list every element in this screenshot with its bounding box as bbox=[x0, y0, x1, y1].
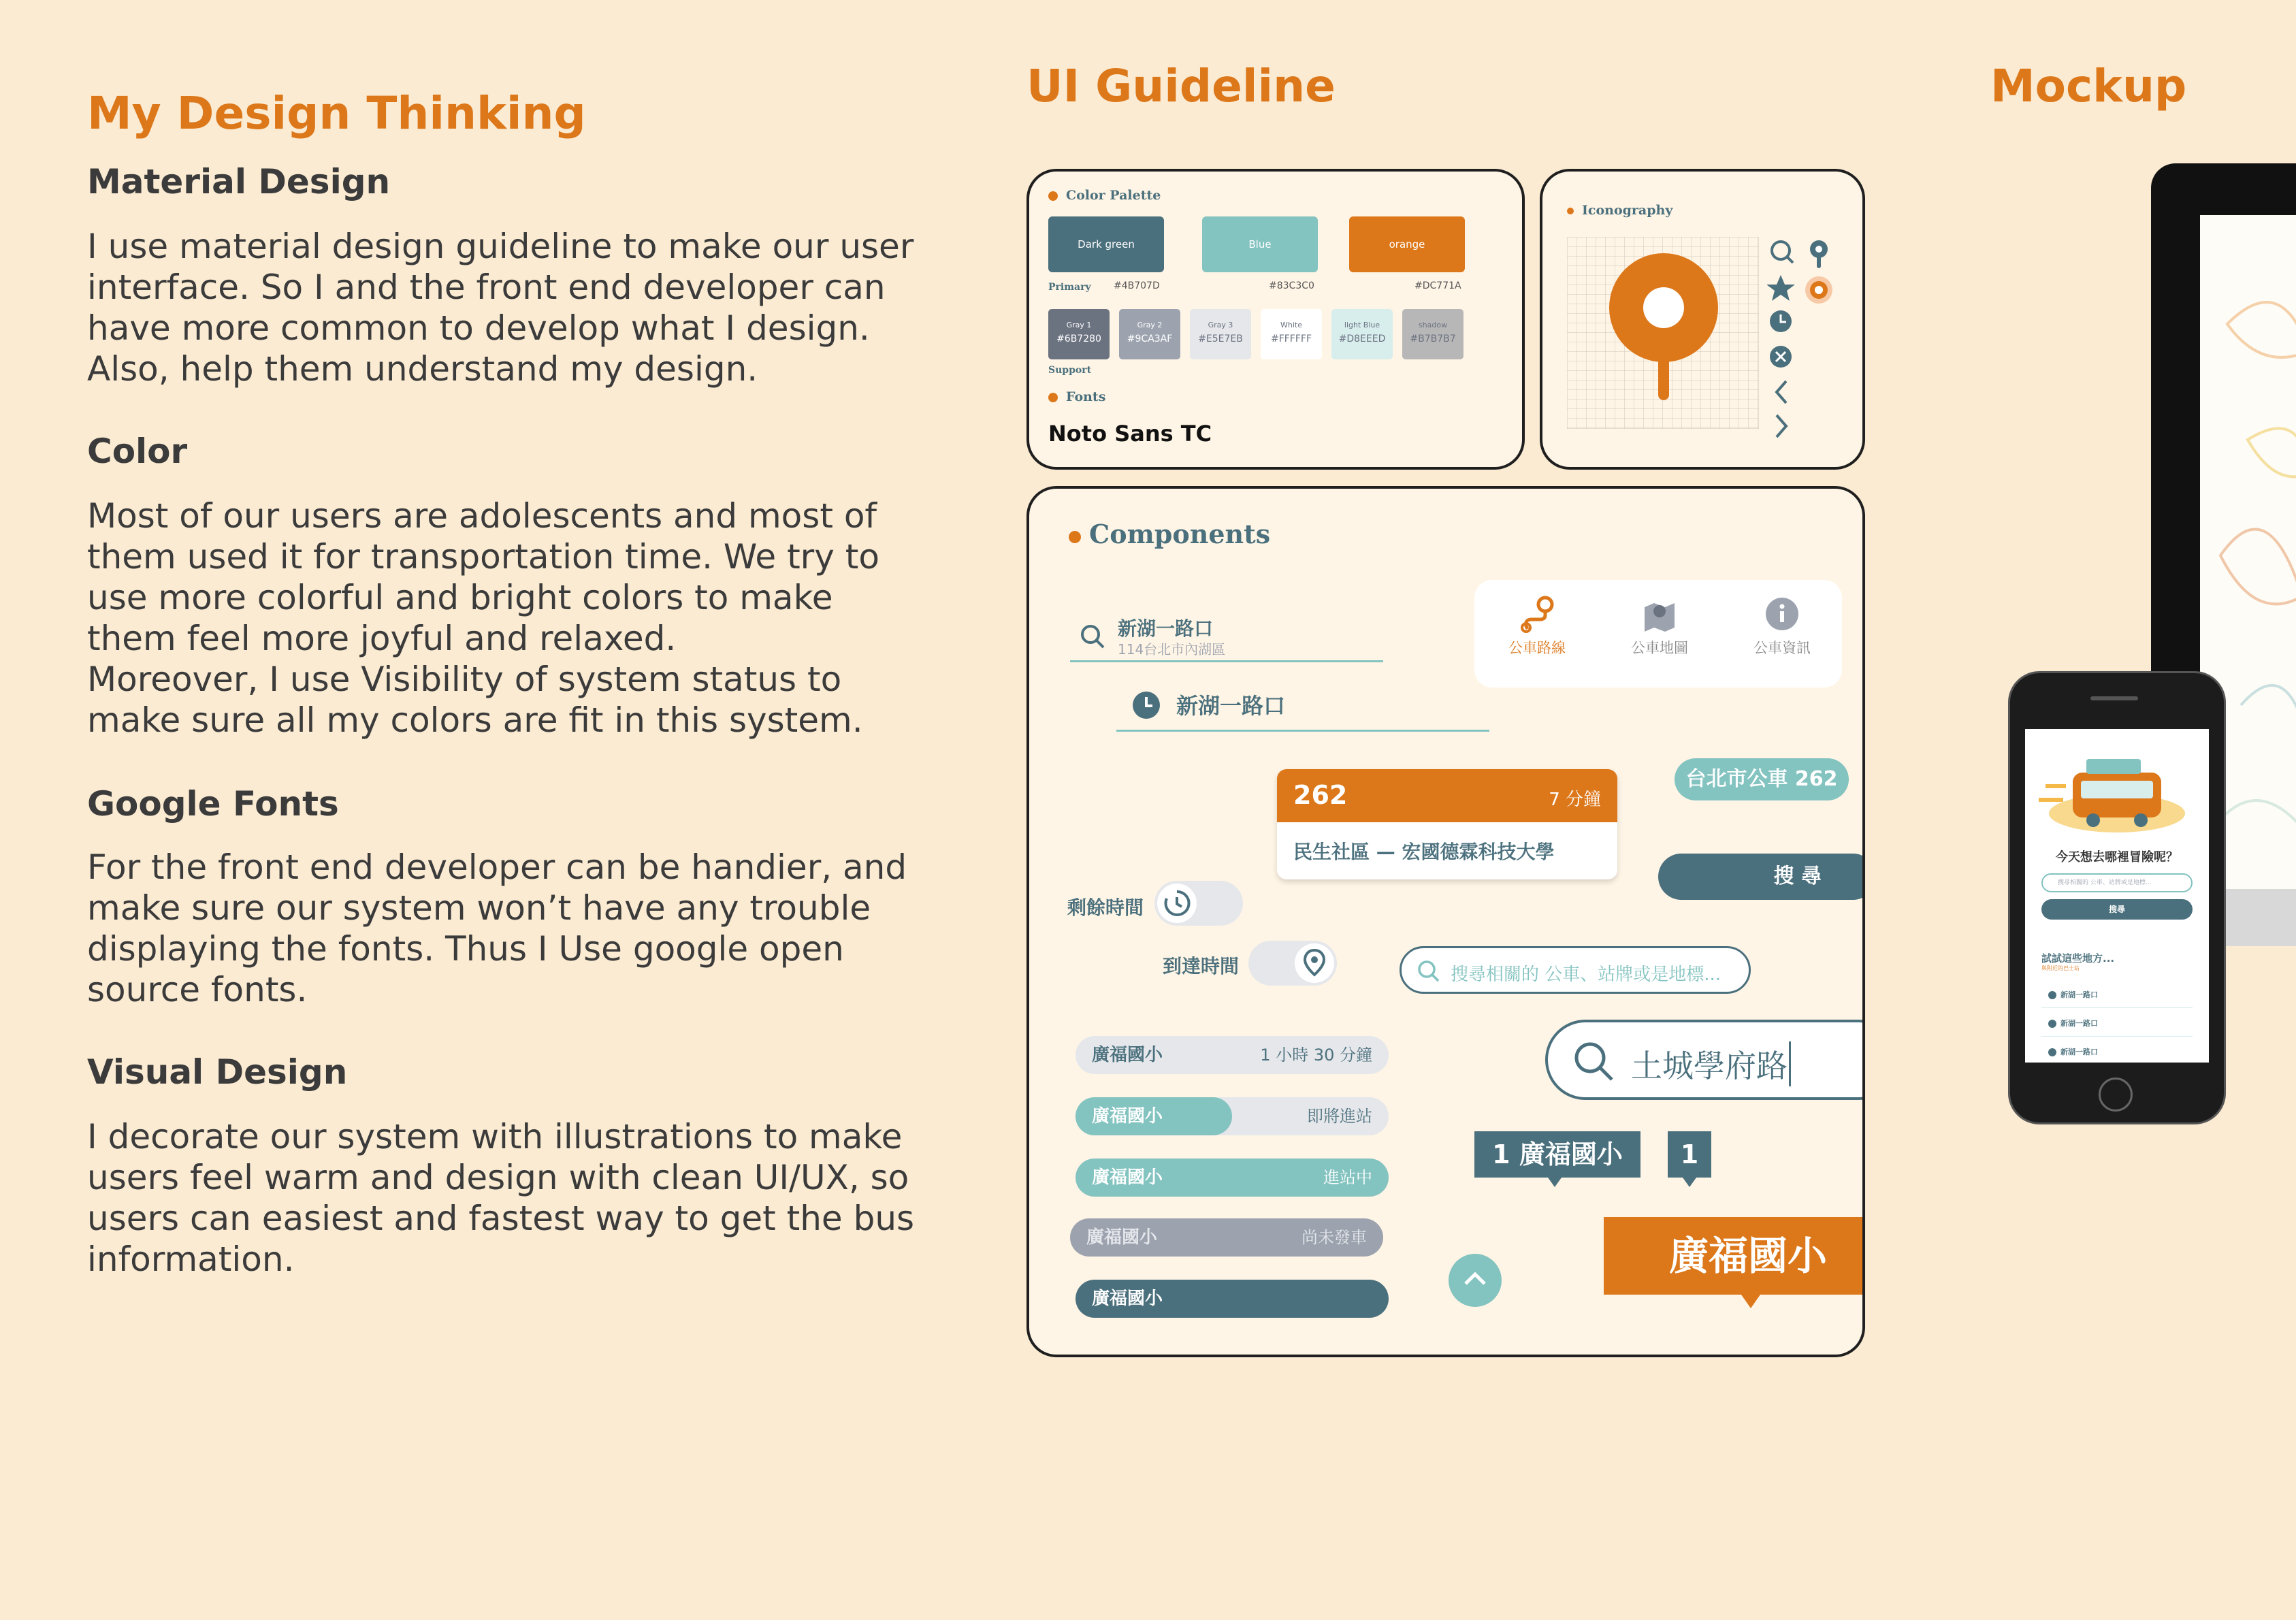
hex-dark-green: #4B707D bbox=[1114, 280, 1160, 291]
components-card bbox=[1026, 486, 1865, 1357]
stop-history-item[interactable] bbox=[1116, 681, 1489, 732]
phone-question: 今天想去哪裡冒險呢？ bbox=[2056, 850, 2178, 864]
tab-bus-map[interactable]: 公車地圖 bbox=[1605, 595, 1714, 658]
color-palette-card bbox=[1026, 169, 1525, 470]
search-placeholder: 搜尋相關的 公車、站牌或是地標... bbox=[1451, 965, 1721, 985]
palette-heading: Color Palette bbox=[1066, 188, 1161, 203]
marker-pointer bbox=[1548, 1178, 1562, 1187]
info-icon bbox=[1762, 595, 1802, 633]
chevron-up-icon bbox=[1449, 1254, 1502, 1307]
section-text-fonts: For the front end developer can be handier, and make sure our system won’t have any trouble displaying the fonts. Thus I Use google open source fonts. bbox=[87, 847, 907, 1009]
section-heading-visual: Visual Design bbox=[87, 1052, 348, 1092]
swatch-white: White #FFFFFF bbox=[1261, 309, 1322, 359]
clock-icon bbox=[2048, 1048, 2056, 1056]
map-marker-number[interactable]: 1 bbox=[1668, 1131, 1711, 1178]
clock-icon bbox=[2048, 991, 2056, 999]
timer-icon bbox=[1157, 884, 1197, 923]
phone-suggest-sub: 與附近的巴士站 bbox=[2041, 965, 2080, 971]
search-value: 土城學府路 bbox=[1631, 1041, 1791, 1086]
search-input[interactable] bbox=[1400, 946, 1751, 994]
phone-home-button[interactable] bbox=[2099, 1078, 2133, 1112]
search-icon bbox=[1417, 959, 1441, 984]
bus-illustration bbox=[2039, 739, 2195, 841]
pin-icon-grid bbox=[1567, 237, 1759, 429]
phone-suggest-item[interactable]: 新湖一路口 bbox=[2041, 1011, 2193, 1037]
swatch-gray1: Gray 1 #6B7280 bbox=[1048, 309, 1110, 359]
status-bar-arriving[interactable]: 廣福國小 進站中 bbox=[1076, 1159, 1389, 1197]
swatch-blue: Blue bbox=[1202, 216, 1318, 272]
location-pin-icon bbox=[1295, 943, 1334, 983]
section-text-visual: I decorate our system with illustrations to make users feel warm and design with clean UI/UX, so users can easiest and fastest way to get the bus information. bbox=[87, 1117, 915, 1279]
swatch-shadow: shadow #B7B7B7 bbox=[1402, 309, 1464, 359]
hex-blue: #83C3C0 bbox=[1269, 280, 1314, 291]
stop-name: 新湖一路口 bbox=[1118, 617, 1214, 640]
page-title: My Design Thinking bbox=[87, 87, 586, 140]
status-bar-arriving-soon[interactable]: 廣福國小 即將進站 bbox=[1076, 1097, 1389, 1135]
iconography-card bbox=[1540, 169, 1865, 470]
section-heading-color: Color bbox=[87, 432, 188, 471]
section-text-material: I use material design guideline to make our user interface. So I and the front end developer can have more common to develop what I design. Also, help them understand my design. bbox=[87, 227, 914, 389]
primary-label: Primary bbox=[1048, 282, 1091, 293]
search-icon bbox=[1080, 623, 1107, 651]
marker-pointer bbox=[1683, 1178, 1696, 1187]
mockup-title: Mockup bbox=[1990, 60, 2187, 112]
search-button[interactable]: 搜 尋 bbox=[1658, 854, 1865, 900]
swatch-gray2: Gray 2 #9CA3AF bbox=[1119, 309, 1180, 359]
section-heading-material: Material Design bbox=[87, 162, 391, 201]
section-text-color: Most of our users are adolescents and most of them used it for transportation time. We try to use more colorful and bright colors to make them feel more joyful and relaxed. Moreover, I use Visibility of system status to make sure all my colors are fit in this system. bbox=[87, 496, 879, 740]
clock-icon bbox=[1131, 690, 1161, 720]
map-marker-label[interactable]: 1 廣福國小 bbox=[1474, 1131, 1640, 1178]
scroll-top-button[interactable] bbox=[1449, 1254, 1502, 1307]
status-bar-departed[interactable]: 廣福國小 bbox=[1076, 1280, 1389, 1318]
swatch-light-blue: light Blue #D8EEED bbox=[1331, 309, 1393, 359]
status-bar-not-departed[interactable]: 廣福國小 尚未發車 bbox=[1070, 1218, 1383, 1257]
tab-bus-info[interactable]: 公車資訊 bbox=[1728, 595, 1837, 658]
marker-pointer bbox=[1741, 1295, 1760, 1308]
phone-screen bbox=[2025, 729, 2209, 1063]
bus-arrival-card[interactable] bbox=[1277, 769, 1617, 879]
swatch-gray3: Gray 3 #E5E7EB bbox=[1190, 309, 1251, 359]
status-bar-scheduled[interactable]: 廣福國小 1 小時 30 分鐘 bbox=[1076, 1036, 1389, 1074]
clock-icon bbox=[2048, 1020, 2056, 1028]
tab-bar bbox=[1474, 580, 1842, 687]
toggle-arrival[interactable] bbox=[1248, 941, 1337, 986]
phone-mockup bbox=[2008, 671, 2226, 1124]
route-chip[interactable]: 台北市公車 262 bbox=[1675, 758, 1849, 800]
phone-search-input[interactable]: 搜尋相關的 公車、站牌或是地標... bbox=[2041, 873, 2193, 892]
swatch-orange: orange bbox=[1349, 216, 1465, 272]
section-heading-fonts: Google Fonts bbox=[87, 784, 339, 824]
toggle-arrival-label: 到達時間 bbox=[1163, 955, 1240, 977]
eta-text: 7 分鐘 bbox=[1549, 790, 1601, 810]
stop-search-result[interactable] bbox=[1070, 611, 1383, 662]
swatch-dark-green: Dark green bbox=[1048, 216, 1164, 272]
phone-suggest-item[interactable]: 新湖一路口 bbox=[2041, 982, 2193, 1008]
route-stops: 民生社區 — 宏國德霖科技大學 bbox=[1293, 841, 1555, 863]
hex-orange: #DC771A bbox=[1414, 280, 1461, 291]
toggle-remaining[interactable] bbox=[1154, 881, 1243, 926]
map-icon bbox=[1639, 595, 1680, 633]
phone-search-button[interactable]: 搜尋 bbox=[2041, 899, 2193, 920]
stop-address: 114台北市內湖區 bbox=[1118, 641, 1226, 658]
phone-suggest-title: 試試這些地方... bbox=[2041, 952, 2115, 965]
phone-suggest-item[interactable]: 新湖一路口 bbox=[2060, 1048, 2098, 1056]
tab-bus-route[interactable]: 公車路線 bbox=[1483, 595, 1591, 658]
route-number: 262 bbox=[1293, 780, 1348, 810]
search-icon bbox=[1572, 1040, 1616, 1084]
icon-set bbox=[1767, 237, 1849, 441]
fonts-heading: Fonts bbox=[1066, 389, 1106, 404]
font-name: Noto Sans TC bbox=[1048, 421, 1212, 447]
guideline-title: UI Guideline bbox=[1026, 60, 1336, 112]
history-stop-name: 新湖一路口 bbox=[1176, 693, 1286, 719]
iconography-heading: Iconography bbox=[1582, 203, 1673, 218]
route-icon bbox=[1517, 595, 1557, 633]
components-heading: Components bbox=[1089, 519, 1271, 549]
support-label: Support bbox=[1048, 365, 1092, 376]
map-marker-selected[interactable]: 廣福國小 bbox=[1604, 1217, 1865, 1295]
toggle-remaining-label: 剩餘時間 bbox=[1067, 896, 1144, 919]
search-input-active[interactable] bbox=[1545, 1020, 1865, 1100]
